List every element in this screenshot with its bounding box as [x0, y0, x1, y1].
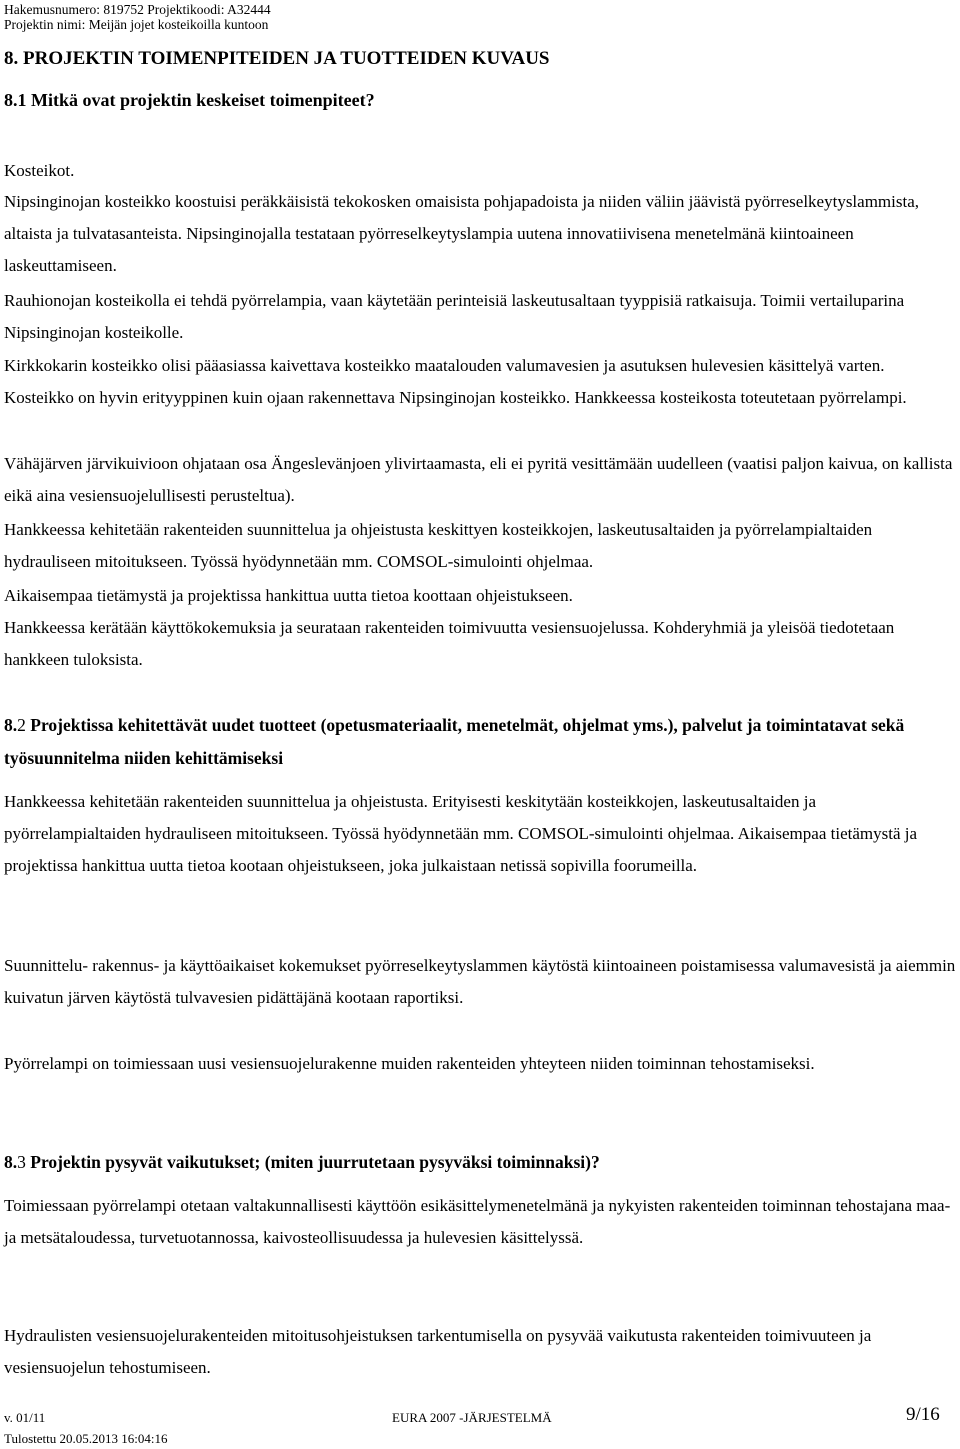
heading-8-2-subnumber: 2 — [17, 715, 26, 735]
paragraph-kirkkokari: Kirkkokarin kosteikko olisi pääasiassa kaivettava kosteikko maatalouden valumavesien ja asutuksen hulevesien käsittelyä varten. Kosteikko on hyvin erityyppinen kuin ojaan rakennettava Nipsinginojan kosteikko. Hankkeessa kosteikosta toteutetaan pyörrelampi. — [4, 356, 907, 407]
paragraph-nipsinginoja: Nipsinginojan kosteikko koostuisi peräkkäisistä tekokosken omaisista pohjapadoista ja niiden väliin jäävistä pyörreselkeytyslammista, altaista ja tulvatasanteista. Nipsinginojalla testataan pyörreselkeytyslampia uutena innovatiivisena menetelmänä kiintoaineen laskeuttamiseen. — [4, 192, 920, 275]
footer-page-number: 9/16 — [906, 1404, 940, 1425]
heading-8-3 — [4, 1146, 956, 1179]
heading-8-2-text: Projektissa kehitettävät uudet tuotteet (opetusmateriaalit, menetelmät, ohjelmat yms.), palvelut ja toimintatavat sekä työsuunnitelma niiden kehittämiseksi — [4, 715, 905, 768]
footer-printed-timestamp: Tulostettu 20.05.2013 16:04:16 — [4, 1431, 168, 1446]
heading-8-3-text: Projektin pysyvät vaikutukset; (miten juurrutetaan pysyväksi toiminnaksi)? — [25, 1152, 600, 1172]
header-application-number: Hakemusnumero: 819752 Projektikoodi: A32444 — [4, 2, 271, 17]
paragraph-8-2-guidance: Hankkeessa kehitetään rakenteiden suunnittelua ja ohjeistusta. Erityisesti keskitytään kosteikkojen, laskeutusaltaiden ja pyörrelampialtaiden hydrauliseen mitoitukseen. Työssä hyödynnetään mm. COMSOL-simulointi ohjelmaa. Aikaisempaa tietämystä ja projektissa hankittua uutta tietoa kootaan ohjeistukseen, joka julkaistaan netissä sopivilla foorumeilla. — [4, 792, 918, 875]
heading-8-1: 8.1 Mitkä ovat projektin keskeiset toimenpiteet? — [4, 90, 375, 110]
paragraph-8-3-adoption: Toimiessaan pyörrelampi otetaan valtakunnallisesti käyttöön esikäsittelymenetelmänä ja nykyisten rakenteiden toiminnan tehostajana maa- ja metsätaloudessa, turvetuotannossa, kaivosteollisuudessa ja hulevesien käsittelyssä. — [4, 1196, 951, 1247]
paragraph-8-3-hydraulic: Hydraulisten vesiensuojelurakenteiden mitoitusohjeistuksen tarkentumisella on pysyvää vaikutusta rakenteiden toimivuuteen ja vesiensuojelun tehostumiseen. — [4, 1326, 872, 1377]
paragraph-previous-knowledge: Aikaisempaa tietämystä ja projektissa hankittua uutta tietoa koottaan ohjeistukseen. — [4, 586, 573, 605]
paragraph-8-2-report: Suunnittelu- rakennus- ja käyttöaikaiset kokemukset pyörreselkeytyslammen käytöstä kiintoaineen poistamisessa valumavesistä ja aiemmin kuivatun järven käytöstä tulvavesien pidättäjänä kootaan raportiksi. — [4, 956, 956, 1007]
heading-8-2 — [4, 709, 956, 775]
paragraph-rauhionoja: Rauhionojan kosteikolla ei tehdä pyörrelampia, vaan käytetään perinteisiä laskeutusaltaan tyyppisiä ratkaisuja. Toimii vertailuparina Nipsinginojan kosteikolle. — [4, 291, 905, 342]
section-title: 8. PROJEKTIN TOIMENPITEIDEN JA TUOTTEIDEN KUVAUS — [4, 48, 550, 69]
header-project-name: Projektin nimi: Meijän jojet kosteikoilla kuntoon — [4, 17, 269, 32]
paragraph-design-guidance: Hankkeessa kehitetään rakenteiden suunnittelua ja ohjeistusta keskittyen kosteikkojen, laskeutusaltaiden ja pyörrelampialtaiden hydrauliseen mitoitukseen. Työssä hyödynnetään mm. COMSOL-simulointi ohjelmaa. — [4, 520, 873, 571]
paragraph-user-experience: Hankkeessa kerätään käyttökokemuksia ja seurataan rakenteiden toimivuutta vesiensuojelussa. Kohderyhmiä ja yleisöä tiedotetaan hankkeen tuloksista. — [4, 618, 895, 669]
paragraph-kosteikot: Kosteikot. — [4, 161, 75, 180]
heading-8-2-number: 8. — [4, 715, 18, 735]
heading-8-3-number: 8. — [4, 1152, 18, 1172]
heading-8-3-subnumber: 3 — [17, 1152, 26, 1172]
paragraph-vahajarvi: Vähäjärven järvikuivioon ohjataan osa Ängeslevänjoen ylivirtaamasta, eli ei pyritä vesittämään uudelleen (vaatisi paljon kaivua, on kallista eikä aina vesiensuojelullisesti perusteltua). — [4, 454, 953, 505]
footer-system-name: EURA 2007 -JÄRJESTELMÄ — [392, 1410, 552, 1425]
paragraph-8-2-new-structure: Pyörrelampi on toimiessaan uusi vesiensuojelurakenne muiden rakenteiden yhteyteen niiden toiminnan tehostamiseksi. — [4, 1054, 815, 1073]
footer-version: v. 01/11 — [4, 1410, 46, 1425]
